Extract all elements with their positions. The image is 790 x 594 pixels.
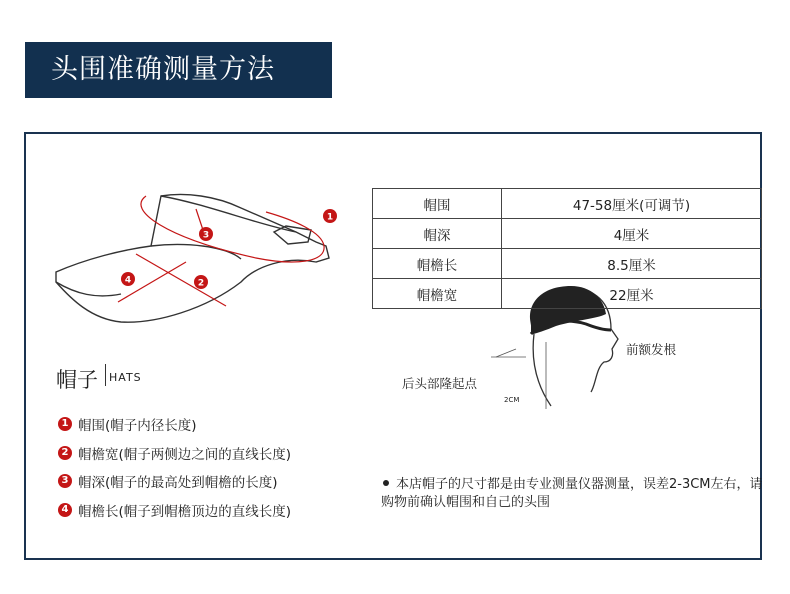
visor-outline [56,195,329,323]
svg-text:1: 1 [326,212,334,223]
gap-label: 2CM [504,396,520,404]
svg-text:4: 4 [124,275,132,286]
size-table [372,188,762,309]
list-item: 1 帽围(帽子内径长度) [58,410,291,439]
circumference-arc [141,196,324,262]
hats-subtitle: HATS [109,371,142,384]
list-item: 4 帽檐长(帽子到帽檐顶边的直线长度) [58,496,291,525]
front-hairline-label: 前额发根 [626,342,677,357]
band-top [161,196,296,232]
table-row: 帽深 4厘米 [373,219,762,249]
brim-edge [56,282,121,296]
svg-text:2: 2 [197,278,205,289]
brim-width-line [136,254,226,306]
page-title: 头围准确测量方法 [25,42,332,98]
svg-text:3: 3 [202,230,210,241]
table-row: 帽檐长 8.5厘米 [373,249,762,279]
table-row: 帽围 47-58厘米(可调节) [373,189,762,219]
list-item: 3 帽深(帽子的最高处到帽檐的长度) [58,467,291,496]
hats-title: 帽子 [56,368,98,392]
table-row: 帽檐宽 22厘米 [373,279,762,309]
band-line [151,245,241,259]
size-note: 本店帽子的尺寸都是由专业测量仪器测量，误差2-3CM左右，请购物前确认帽围和自己的头围 [381,477,763,510]
bullet-icon [383,480,389,486]
adjuster-strap [274,226,311,244]
back-head-label: 后头部隆起点 [402,376,478,391]
measurement-panel [24,132,762,560]
divider [105,364,106,386]
measurement-legend [58,410,291,524]
list-item: 2 帽檐宽(帽子两侧边之间的直线长度) [58,439,291,468]
